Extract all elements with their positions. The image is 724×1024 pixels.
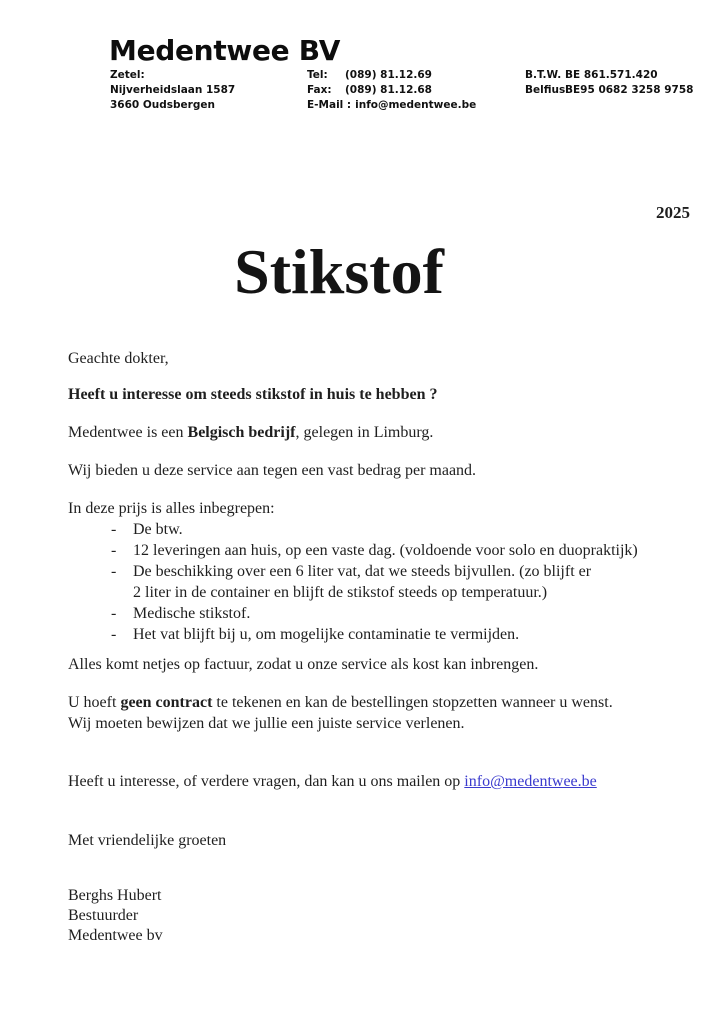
- fax-row: [307, 83, 525, 98]
- btw-value: BE 861.571.420: [565, 69, 658, 81]
- btw-label: B.T.W.: [525, 69, 562, 81]
- intro-paragraph: [68, 422, 688, 443]
- btw-row: [525, 68, 693, 83]
- contract-line1: [68, 692, 688, 713]
- intro-text-post: , gelegen in Limburg.: [295, 424, 434, 441]
- bank-row: [525, 83, 693, 98]
- address-block: [110, 68, 307, 113]
- dash-marker: -: [111, 521, 117, 538]
- signature-role: Bestuurder: [68, 907, 139, 924]
- list-item: [68, 561, 688, 582]
- fax-label: Fax:: [307, 84, 332, 96]
- mail-paragraph: [68, 771, 688, 792]
- letterhead-contact-block: [110, 68, 693, 113]
- dash-marker: -: [111, 542, 117, 559]
- contract-text-post: te tekenen en kan de bestellingen stopzetten wanneer u wenst.: [212, 694, 613, 711]
- fax-value: (089) 81.12.68: [345, 84, 432, 96]
- price-intro: In deze prijs is alles inbegrepen:: [68, 500, 275, 517]
- signature-company: Medentwee bv: [68, 927, 163, 944]
- year-label: 2025: [656, 203, 690, 222]
- list-item-continuation: [68, 582, 688, 603]
- salutation: Geachte dokter,: [68, 350, 169, 367]
- list-item: [68, 519, 688, 540]
- email-label: E-Mail :: [307, 99, 352, 111]
- tel-row: [307, 68, 525, 83]
- list-item-text: 2 liter in de container en blijft de stikstof steeds op temperatuur.): [133, 584, 548, 601]
- intro-text-pre: Medentwee is een: [68, 424, 188, 441]
- address-street: Nijverheidslaan 1587: [110, 84, 236, 96]
- list-item: [68, 603, 688, 624]
- dash-marker: -: [111, 605, 117, 622]
- phone-email-block: [307, 68, 525, 113]
- signature-name: Berghs Hubert: [68, 887, 162, 904]
- address-label: Zetel:: [110, 69, 145, 81]
- mail-text-pre: Heeft u interesse, of verdere vragen, dan kan u ons mailen op: [68, 773, 465, 790]
- list-item-text: De btw.: [133, 521, 183, 538]
- service-paragraph: Wij bieden u deze service aan tegen een vast bedrag per maand.: [68, 462, 477, 479]
- invoice-paragraph: Alles komt netjes op factuur, zodat u onze service als kost kan inbrengen.: [68, 656, 539, 673]
- contract-paragraph: [68, 692, 688, 734]
- contract-text-bold: geen contract: [120, 694, 213, 711]
- list-item-text: Het vat blijft bij u, om mogelijke contaminatie te vermijden.: [133, 626, 520, 643]
- email-value: info@medentwee.be: [355, 99, 477, 111]
- dash-marker: -: [111, 626, 117, 643]
- address-city: 3660 Oudsbergen: [110, 99, 215, 111]
- tel-label: Tel:: [307, 69, 328, 81]
- page-title: Stikstof: [234, 236, 444, 307]
- list-item-text: Medische stikstof.: [133, 605, 251, 622]
- contract-text-pre: U hoeft: [68, 694, 121, 711]
- question-heading: Heeft u interesse om steeds stikstof in huis te hebben ?: [68, 386, 438, 403]
- included-list: [68, 519, 688, 645]
- list-item-text: De beschikking over een 6 liter vat, dat we steeds bijvullen. (zo blijft er: [133, 563, 592, 580]
- dash-marker: -: [111, 563, 117, 580]
- closing-line: Met vriendelijke groeten: [68, 832, 227, 849]
- email-link[interactable]: info@medentwee.be: [464, 773, 597, 790]
- finance-block: [525, 68, 693, 113]
- list-item: [68, 540, 688, 561]
- contract-line2: Wij moeten bewijzen dat we jullie een juiste service verlenen.: [68, 715, 465, 732]
- signature-block: [68, 886, 163, 946]
- bank-label: Belfius: [525, 84, 566, 96]
- company-logo: Medentwee BV: [109, 34, 341, 67]
- bank-value: BE95 0682 3258 9758: [565, 84, 694, 96]
- list-item: [68, 624, 688, 645]
- list-item-text: 12 leveringen aan huis, op een vaste dag. (voldoende voor solo en duopraktijk): [133, 542, 638, 559]
- intro-text-bold: Belgisch bedrijf: [187, 424, 296, 441]
- tel-value: (089) 81.12.69: [345, 69, 432, 81]
- email-row: [307, 98, 525, 113]
